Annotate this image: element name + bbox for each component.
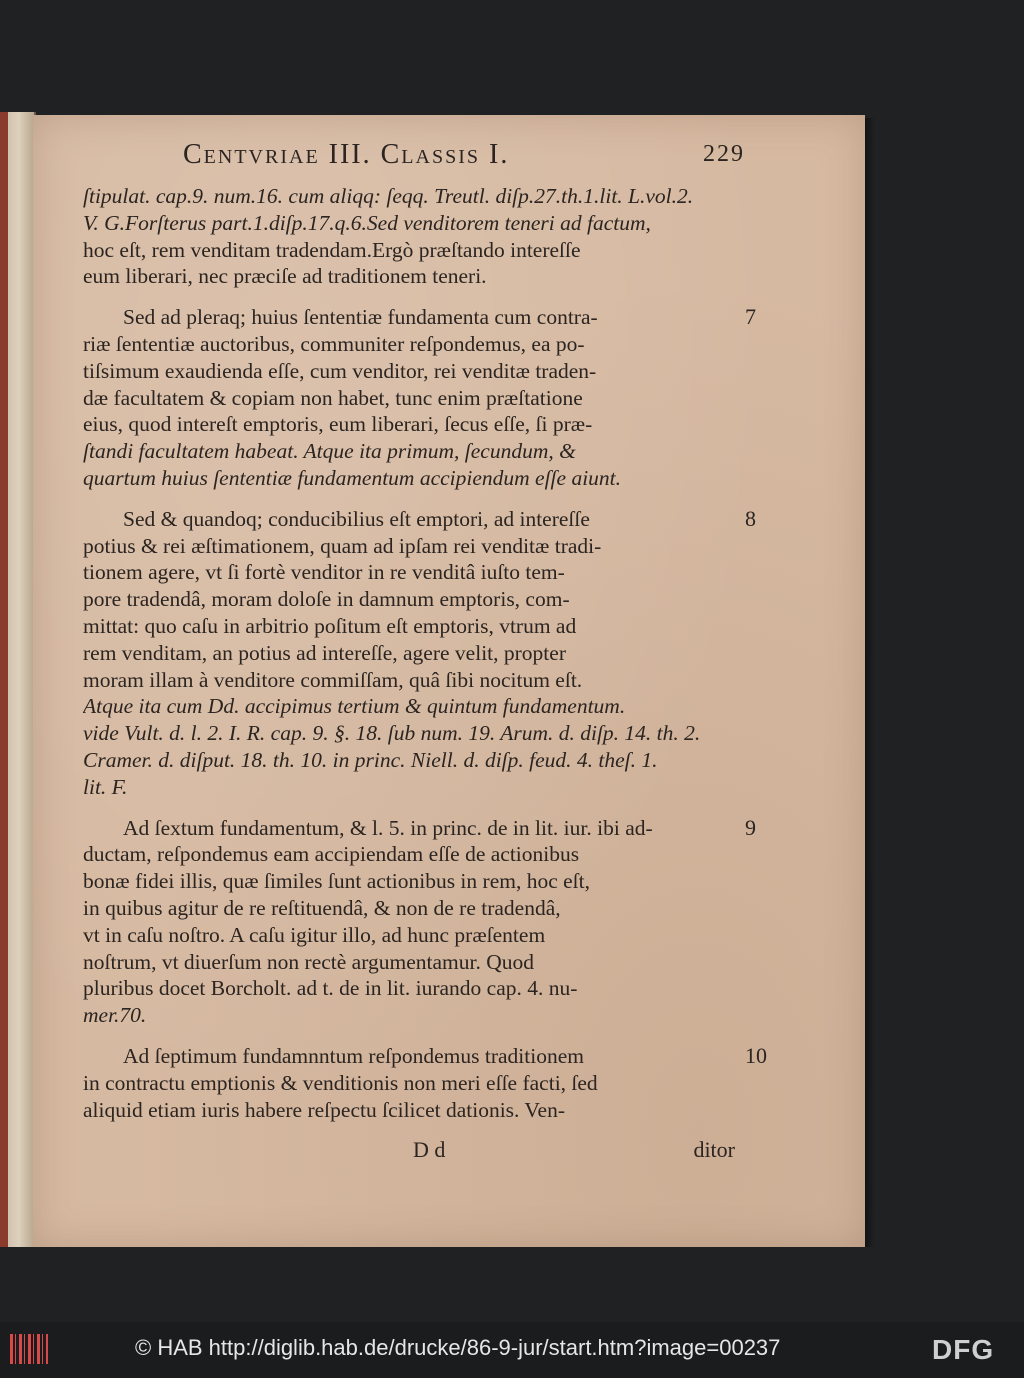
text-line: mer.70. bbox=[83, 1003, 147, 1028]
paragraph-1 bbox=[83, 183, 753, 290]
page-shadow bbox=[865, 118, 875, 1247]
text-line: in quibus agitur de re reſtituendâ, & non de re tradendâ, bbox=[83, 895, 561, 920]
marginal-number: 7 bbox=[745, 304, 756, 330]
dfg-logo: DFG bbox=[932, 1334, 995, 1365]
text-line: Sed ad pleraq; huius ſententiæ fundamenta cum contra- bbox=[123, 305, 598, 330]
text-line: V. G.Forſterus part.1.diſp.17.q.6.Sed venditorem teneri ad factum, bbox=[83, 210, 651, 235]
page-number: 229 bbox=[703, 141, 745, 167]
text-line: pluribus docet Borcholt. ad t. de in lit. iurando cap. 4. nu- bbox=[83, 976, 578, 1001]
barcode-icon bbox=[10, 1334, 48, 1364]
running-head-title: Centvriae III. Classis I. bbox=[183, 139, 510, 170]
text-line: ſtandi facultatem habeat. Atque ita primum, ſecundum, & bbox=[83, 439, 576, 464]
catchword: ditor bbox=[693, 1137, 735, 1163]
marginal-number: 10 bbox=[745, 1042, 767, 1068]
text-line: Ad ſeptimum fundamnntum reſpondemus traditionem bbox=[123, 1043, 584, 1068]
text-line: tiſsimum exaudienda eſſe, cum venditor, rei venditæ traden- bbox=[83, 358, 597, 383]
catchline bbox=[83, 1137, 753, 1167]
book-page bbox=[33, 115, 865, 1247]
text-line: pore tradendâ, moram doloſe in damnum emptoris, com- bbox=[83, 587, 570, 612]
text-line: dæ facultatem & copiam non habet, tunc enim præſtatione bbox=[83, 385, 583, 410]
text-line: vide Vult. d. l. 2. I. R. cap. 9. §. 18. ſub num. 19. Arum. d. diſp. 14. th. 2. bbox=[83, 721, 701, 746]
text-line: noſtrum, vt diuerſum non rectè argumentamur. Quod bbox=[83, 949, 535, 974]
running-head bbox=[83, 139, 753, 183]
text-line: tionem agere, vt ſi fortè venditor in re venditâ iuſto tem- bbox=[83, 560, 565, 585]
text-line: Ad ſextum fundamentum, & l. 5. in princ. de in lit. iur. ibi ad- bbox=[123, 815, 653, 840]
text-line: quartum huius ſententiæ fundamentum accipiendum eſſe aiunt. bbox=[83, 465, 622, 490]
viewer-footer bbox=[0, 1322, 1024, 1378]
text-line: bonæ fidei illis, quæ ſimiles ſunt actionibus in rem, hoc eſt, bbox=[83, 869, 590, 894]
text-line: lit. F. bbox=[83, 774, 128, 799]
binding-edge bbox=[0, 112, 8, 1247]
text-block bbox=[83, 139, 767, 1167]
paragraph-2 bbox=[83, 304, 756, 492]
text-line: in contractu emptionis & venditionis non meri eſſe facti, ſed bbox=[83, 1070, 598, 1095]
text-line: moram illam à venditore commiſſam, quâ ſibi nocitum eſt. bbox=[83, 667, 583, 692]
marginal-number: 9 bbox=[745, 814, 756, 840]
text-line: ductam, reſpondemus eam accipiendam eſſe de actionibus bbox=[83, 842, 580, 867]
paragraph-5 bbox=[83, 1042, 767, 1123]
text-line: aliquid etiam iuris habere reſpectu ſcilicet dationis. Ven- bbox=[83, 1097, 565, 1122]
signature-mark: D d bbox=[413, 1137, 446, 1163]
paragraph-4 bbox=[83, 814, 756, 1029]
paragraph-3 bbox=[83, 505, 756, 801]
text-line: hoc eſt, rem venditam tradendam.Ergò præſtando intereſſe bbox=[83, 237, 581, 262]
paragraphs bbox=[83, 183, 767, 1123]
text-line: ſtipulat. cap.9. num.16. cum aliqq: ſeqq. Treutl. diſp.27.th.1.lit. L.vol.2. bbox=[83, 184, 694, 208]
text-line: Atque ita cum Dd. accipimus tertium & quintum fundamentum. bbox=[83, 694, 626, 719]
text-line: eius, quod intereſt emptoris, eum liberari, ſecus eſſe, ſi præ- bbox=[83, 412, 593, 437]
text-line: eum liberari, nec præciſe ad traditionem teneri. bbox=[83, 264, 487, 289]
text-line: Cramer. d. diſput. 18. th. 10. in princ. Niell. d. diſp. feud. 4. theſ. 1. bbox=[83, 747, 658, 772]
copyright-link[interactable]: © HAB http://diglib.hab.de/drucke/86-9-jur/start.htm?image=00237 bbox=[135, 1335, 781, 1360]
marginal-number: 8 bbox=[745, 505, 756, 531]
text-line: riæ ſententiæ auctoribus, communiter reſpondemus, ea po- bbox=[83, 331, 585, 356]
text-line: vt in caſu noſtro. A caſu igitur illo, ad hunc præſentem bbox=[83, 922, 546, 947]
text-line: Sed & quandoq; conducibilius eſt emptori, ad intereſſe bbox=[123, 506, 590, 531]
text-line: rem venditam, an potius ad intereſſe, agere velit, propter bbox=[83, 640, 566, 665]
text-line: mittat: quo caſu in arbitrio poſitum eſt emptoris, vtrum ad bbox=[83, 613, 577, 638]
text-line: potius & rei æſtimationem, quam ad ipſam rei venditæ tradi- bbox=[83, 533, 602, 558]
